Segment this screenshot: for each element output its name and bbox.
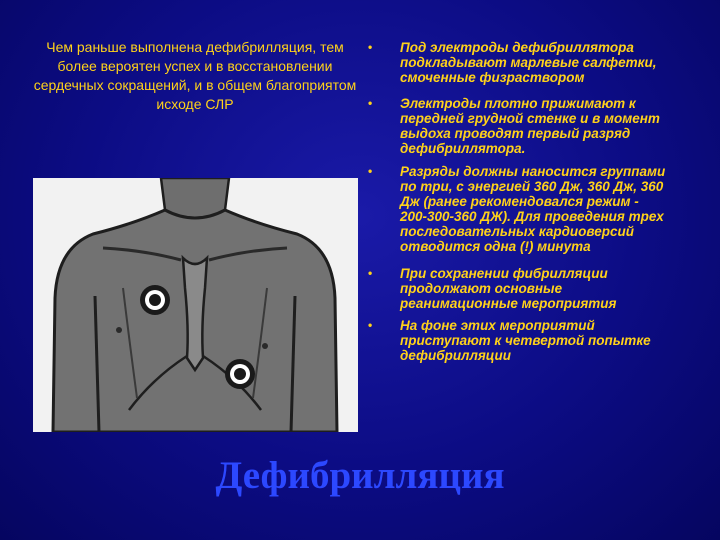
bullet-list: [368, 40, 668, 363]
sternum: [183, 258, 207, 370]
bullet-marker: •: [368, 96, 373, 110]
bullet-marker: •: [368, 266, 373, 280]
left-nipple: [116, 327, 122, 333]
bullet-item: [368, 40, 668, 85]
slide-title: Дефибрилляция: [215, 454, 505, 497]
bullet-item: [368, 164, 668, 254]
bullet-text: При сохранении фибрилляции продолжают основные реанимационные мероприятия: [400, 266, 617, 311]
electrode-pad-apex: [225, 359, 255, 389]
right-nipple: [262, 343, 268, 349]
bullet-text: Электроды плотно прижимают к передней грудной стенке и в момент выдоха проводят первый разряд дефибриллятора.: [400, 96, 660, 156]
intro-paragraph: Чем раньше выполнена дефибрилляция, тем более вероятен успех и в восстановлении сердечных сокращений, и в общем благоприятом исходе СЛР: [33, 39, 357, 112]
bullet-marker: •: [368, 164, 373, 178]
electrode-pad-upper-right-chest: [140, 285, 170, 315]
bullet-marker: •: [368, 318, 373, 332]
bullet-marker: •: [368, 40, 373, 54]
bullet-text: Разряды должны наносится группами по три, с энергией 360 Дж, 360 Дж, 360 Дж (ранее рекомендовался режим - 200-300-360 ДЖ). Для проведения трех последовательных кардиоверсий отводится одна (!) минута: [400, 164, 666, 254]
bullet-item: [368, 96, 668, 156]
bullet-item: [368, 318, 668, 363]
bullet-item: [368, 266, 668, 311]
torso-illustration: [33, 178, 358, 432]
bullet-text: Под электроды дефибриллятора подкладывают марлевые салфетки, смоченные физраствором: [400, 40, 657, 85]
bullet-text: На фоне этих мероприятий приступают к четвертой попытке дефибрилляции: [400, 318, 651, 363]
